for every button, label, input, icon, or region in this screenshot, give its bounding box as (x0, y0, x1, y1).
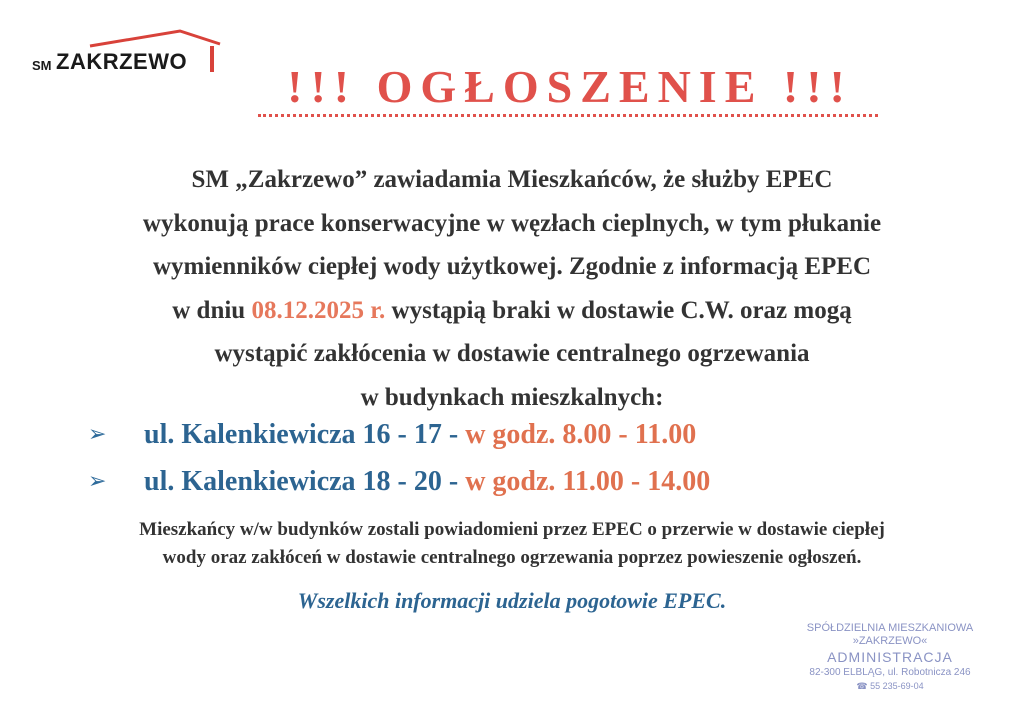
announcement-title: !!! OGŁOSZENIE !!! (287, 61, 853, 112)
announcement-paragraph (20, 158, 1004, 420)
stamp-line: »ZAKRZEWO« (852, 635, 928, 647)
stamp-line: ADMINISTRACJA (827, 649, 953, 665)
address-item (88, 462, 710, 502)
paragraph-line: wykonują prace konserwacyjne w węzłach cieplnych, w tym płukanie (142, 209, 882, 237)
outage-date: 08.12.2025 r. (251, 296, 386, 324)
address-street: ul. Kalenkiewicza 18 - 20 - (144, 466, 459, 497)
date-suffix: wystąpią braki w dostawie C.W. oraz mogą (385, 296, 852, 324)
stamp-line: SPÓŁDZIELNIA MIESZKANIOWA (806, 622, 974, 634)
sm-zakrzewo-logo (30, 28, 230, 80)
address-hours: w godz. 11.00 - 14.00 (465, 466, 711, 497)
paragraph-line: wymienników ciepłej wody użytkowej. Zgodnie z informacją EPEC (152, 253, 872, 281)
paragraph-line: w budynkach mieszkalnych: (360, 383, 664, 411)
date-prefix: w dniu (172, 296, 252, 324)
notice-line: Mieszkańcy w/w budynków zostali powiadomieni przez EPEC o przerwie w dostawie ciepłej (139, 519, 885, 540)
administration-stamp (780, 622, 1000, 692)
stamp-line: ☎ 55 235-69-04 (856, 681, 924, 691)
address-hours: w godz. 8.00 - 11.00 (465, 419, 697, 450)
paragraph-line (20, 289, 1004, 333)
notice-line: wody oraz zakłóceń w dostawie centralnego ogrzewania poprzez powieszenie ogłoszeń. (162, 547, 862, 568)
logo-prefix: SM (32, 58, 52, 73)
residents-notice (20, 516, 1004, 572)
arrow-bullet-icon: ➢ (88, 469, 107, 494)
contact-info: Wszelkich informacji udziela pogotowie EPEC. (297, 588, 727, 613)
address-item (88, 415, 696, 455)
address-street: ul. Kalenkiewicza 16 - 17 - (144, 419, 459, 450)
paragraph-line: SM „Zakrzewo” zawiadamia Mieszkańców, że służby EPEC (191, 166, 833, 193)
stamp-line: 82-300 ELBLĄG, ul. Robotnicza 246 (809, 667, 971, 678)
arrow-bullet-icon: ➢ (88, 422, 107, 447)
logo-name: ZAKRZEWO (56, 49, 188, 74)
title-underline (258, 114, 878, 117)
paragraph-line: wystąpić zakłócenia w dostawie centralnego ogrzewania (214, 340, 810, 368)
